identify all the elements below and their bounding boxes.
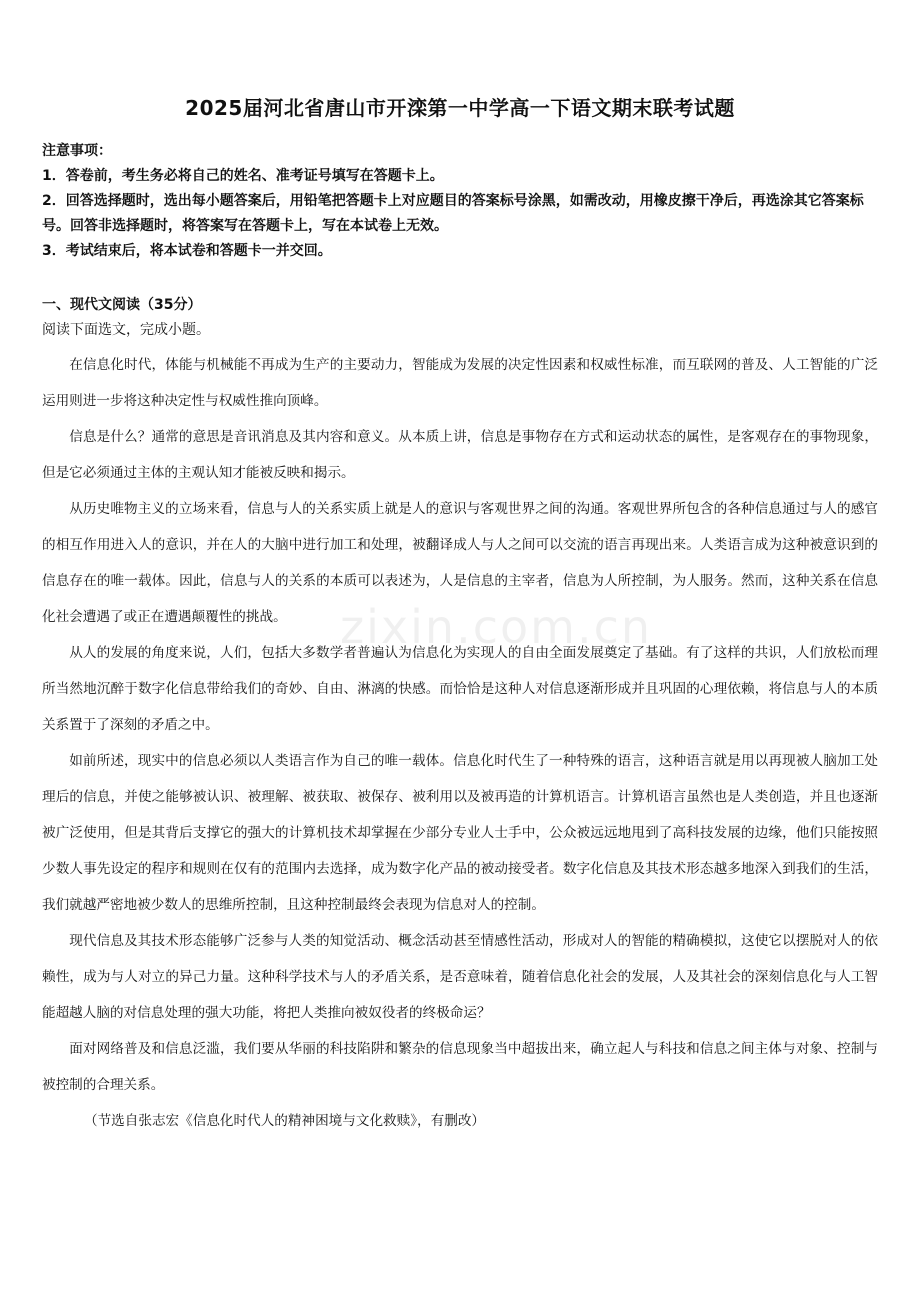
section-instruction: 阅读下面选文，完成小题。 xyxy=(42,322,210,338)
notice-item: 2．回答选择题时，选出每小题答案后，用铅笔把答题卡上对应题目的答案标号涂黑，如需改动，用橡皮擦干净后，再选涂其它答案标号。回答非选择题时，将答案写在答题卡上，写在本试卷上无效。 xyxy=(42,193,864,234)
watermark: zixin.com.cn xyxy=(340,600,653,654)
passage-paragraph: 在信息化时代，体能与机械能不再成为生产的主要动力，智能成为发展的决定性因素和权威性标准，而互联网的普及、人工智能的广泛运用则进一步将这种决定性与权威性推向顶峰。 xyxy=(42,357,878,409)
notice-block xyxy=(42,139,878,264)
passage-paragraph: 从人的发展的角度来说，人们，包括大多数学者普遍认为信息化为实现人的自由全面发展奠定了基础。有了这样的共识，人们放松而理所当然地沉醉于数字化信息带给我们的奇妙、自由、淋漓的快感。而恰恰是这种人对信息逐渐形成并且巩固的心理依赖，将信息与人的本质关系置于了深刻的矛盾之中。 xyxy=(42,645,878,733)
passage-paragraph: 现代信息及其技术形态能够广泛参与人类的知觉活动、概念活动甚至情感性活动，形成对人的智能的精确模拟，这使它以摆脱对人的依赖性，成为与人对立的异己力量。这种科学技术与人的矛盾关系，是否意味着，随着信息化社会的发展，人及其社会的深刻信息化与人工智能超越人脑的对信息处理的强大功能，将把人类推向被奴役者的终极命运？ xyxy=(42,933,878,1021)
notice-item: 1．答卷前，考生务必将自己的姓名、准考证号填写在答题卡上。 xyxy=(42,168,444,184)
reading-section xyxy=(42,293,878,1139)
passage-paragraph: 从历史唯物主义的立场来看，信息与人的关系实质上就是人的意识与客观世界之间的沟通。客观世界所包含的各种信息通过与人的感官的相互作用进入人的意识，并在人的大脑中进行加工和处理，被翻译成人与人之间可以交流的语言再现出来。人类语言成为这种被意识到的信息存在的唯一载体。因此，信息与人的关系的本质可以表述为，人是信息的主宰者，信息为人所控制，为人服务。然而，这种关系在信息化社会遭遇了或正在遭遇颠覆性的挑战。 xyxy=(42,501,878,625)
notice-item: 3．考试结束后，将本试卷和答题卡一并交回。 xyxy=(42,243,332,259)
page-title: 2025届河北省唐山市开滦第一中学高一下语文期末联考试题 xyxy=(185,96,735,120)
passage-paragraph: 信息是什么？通常的意思是音讯消息及其内容和意义。从本质上讲，信息是事物存在方式和运动状态的属性，是客观存在的事物现象，但是它必须通过主体的主观认知才能被反映和揭示。 xyxy=(42,429,878,481)
passage-paragraph: 面对网络普及和信息泛滥，我们要从华丽的科技陷阱和繁杂的信息现象当中超拔出来，确立起人与科技和信息之间主体与对象、控制与被控制的合理关系。 xyxy=(42,1041,878,1093)
notice-heading: 注意事项： xyxy=(42,143,112,159)
section-heading: 一、现代文阅读（35分） xyxy=(42,297,202,313)
passage-source: （节选自张志宏《信息化时代人的精神困境与文化救赎》，有删改） xyxy=(84,1113,486,1129)
passage-paragraph: 如前所述，现实中的信息必须以人类语言作为自己的唯一载体。信息化时代生了一种特殊的语言，这种语言就是用以再现被人脑加工处理后的信息，并使之能够被认识、被理解、被获取、被保存、被利用以及被再造的计算机语言。计算机语言虽然也是人类创造，并且也逐渐被广泛使用，但是其背后支撑它的强大的计算机技术却掌握在少部分专业人士手中，公众被远远地甩到了高科技发展的边缘，他们只能按照少数人事先设定的程序和规则在仅有的范围内去选择，成为数字化产品的被动接受者。数字化信息及其技术形态越多地深入到我们的生活，我们就越严密地被少数人的思维所控制，且这种控制最终会表现为信息对人的控制。 xyxy=(42,753,878,913)
